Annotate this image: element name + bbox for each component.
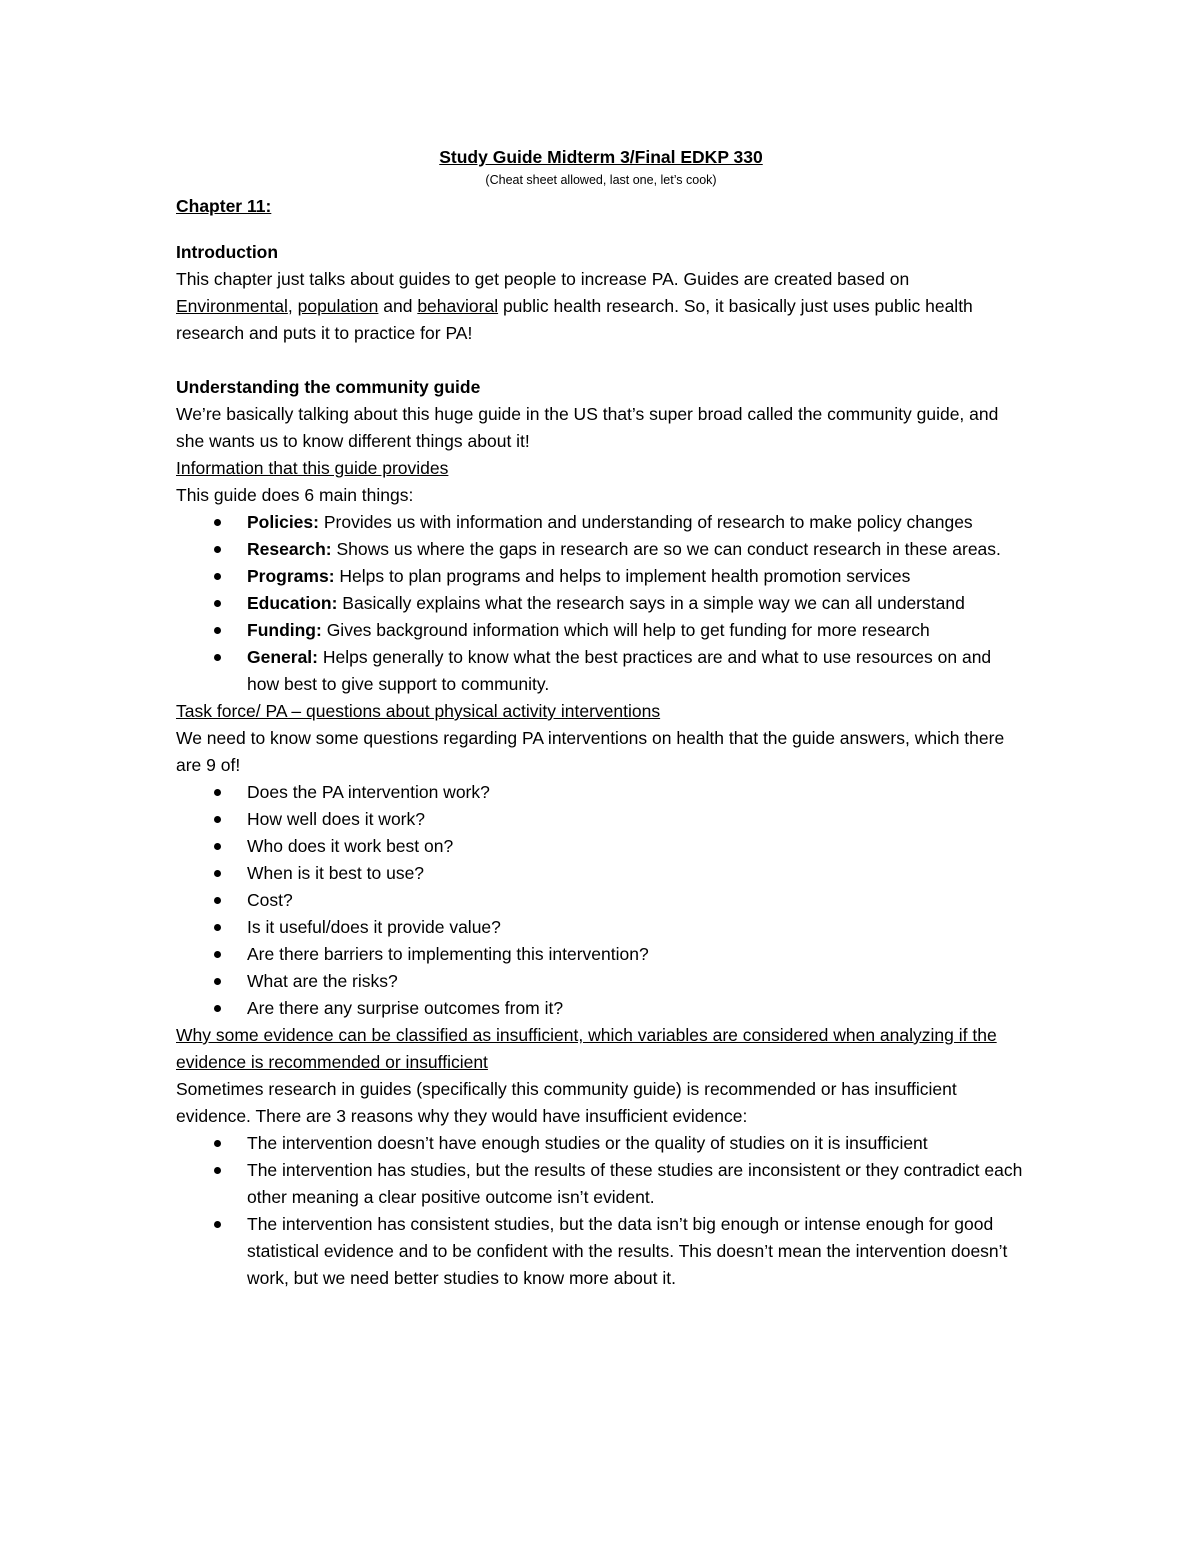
intro-text-before: This chapter just talks about guides to get people to increase PA. Guides are created based on — [176, 269, 910, 289]
document-title: Study Guide Midterm 3/Final EDKP 330 — [439, 147, 763, 167]
bullet-icon — [214, 654, 221, 661]
list-item — [176, 1130, 1026, 1157]
info-list — [176, 509, 1026, 698]
document-page — [176, 144, 1026, 1292]
bullet-icon — [214, 573, 221, 580]
evidence-lead: Sometimes research in guides (specifically this community guide) is recommended or has insufficient evidence. There are 3 reasons why they would have insufficient evidence: — [176, 1079, 957, 1126]
item-term: Funding: — [247, 620, 322, 640]
intro-heading: Introduction — [176, 242, 279, 262]
intro-term-environmental: Environmental — [176, 296, 288, 316]
list-item — [176, 995, 1026, 1022]
bullet-icon — [214, 1005, 221, 1012]
bullet-icon — [214, 843, 221, 850]
evidence-list — [176, 1130, 1026, 1292]
document-subtitle: (Cheat sheet allowed, last one, let’s cook) — [485, 173, 717, 187]
item-term: General: — [247, 647, 318, 667]
list-item — [176, 509, 1026, 536]
item-text: Shows us where the gaps in research are so we can conduct research in these areas. — [331, 539, 1001, 559]
item-text: Are there barriers to implementing this intervention? — [247, 944, 649, 964]
item-text: Who does it work best on? — [247, 836, 454, 856]
chapter-heading: Chapter 11: — [176, 196, 272, 216]
community-paragraph: We’re basically talking about this huge guide in the US that’s super broad called the community guide, and she wants us to know different things about it! — [176, 404, 999, 451]
item-text: Does the PA intervention work? — [247, 782, 490, 802]
item-text: Basically explains what the research says in a simple way we can all understand — [337, 593, 965, 613]
item-text: Provides us with information and understanding of research to make policy changes — [318, 512, 973, 532]
bullet-icon — [214, 951, 221, 958]
intro-term-population: population — [297, 296, 379, 316]
list-item — [176, 860, 1026, 887]
item-text: What are the risks? — [247, 971, 398, 991]
bullet-icon — [214, 816, 221, 823]
list-item — [176, 563, 1026, 590]
list-item — [176, 887, 1026, 914]
bullet-icon — [214, 627, 221, 634]
intro-sep-2: and — [378, 296, 418, 316]
bullet-icon — [214, 546, 221, 553]
intro-sep-1: , — [287, 296, 298, 316]
list-item — [176, 968, 1026, 995]
list-item — [176, 833, 1026, 860]
intro-paragraph — [176, 266, 1026, 347]
list-item — [176, 779, 1026, 806]
bullet-icon — [214, 600, 221, 607]
bullet-icon — [214, 789, 221, 796]
list-item — [176, 536, 1026, 563]
list-item — [176, 806, 1026, 833]
info-lead: This guide does 6 main things: — [176, 485, 414, 505]
community-heading: Understanding the community guide — [176, 377, 481, 397]
bullet-icon — [214, 519, 221, 526]
item-text: The intervention has consistent studies, but the data isn’t big enough or intense enough for good statistical evidence and to be confident with the results. This doesn’t mean the intervention doesn’t work, but we need better studies to know more about it. — [247, 1214, 1008, 1288]
taskforce-subheading: Task force/ PA – questions about physical activity interventions — [176, 701, 661, 721]
item-text: The intervention doesn’t have enough studies or the quality of studies on it is insufficient — [247, 1133, 928, 1153]
list-item — [176, 914, 1026, 941]
bullet-icon — [214, 870, 221, 877]
bullet-icon — [214, 897, 221, 904]
item-text: Helps to plan programs and helps to implement health promotion services — [334, 566, 911, 586]
section-spacer — [176, 347, 1026, 374]
item-text: Are there any surprise outcomes from it? — [247, 998, 564, 1018]
info-subheading: Information that this guide provides — [176, 458, 449, 478]
intro-text-after: public health research. So, it basically just uses public health research and puts it to practice for PA! — [176, 296, 973, 343]
item-text: The intervention has studies, but the results of these studies are inconsistent or they contradict each other meaning a clear positive outcome isn’t evident. — [247, 1160, 1023, 1207]
taskforce-list — [176, 779, 1026, 1022]
bullet-icon — [214, 924, 221, 931]
item-text: Is it useful/does it provide value? — [247, 917, 501, 937]
list-item — [176, 590, 1026, 617]
bullet-icon — [214, 978, 221, 985]
item-term: Education: — [247, 593, 338, 613]
item-term: Policies: — [247, 512, 319, 532]
item-text: Helps generally to know what the best practices are and what to use resources on and how best to give support to community. — [247, 647, 992, 694]
item-text: Cost? — [247, 890, 293, 910]
item-term: Programs: — [247, 566, 335, 586]
bullet-icon — [214, 1221, 221, 1228]
item-text: How well does it work? — [247, 809, 425, 829]
list-item — [176, 941, 1026, 968]
item-text: When is it best to use? — [247, 863, 425, 883]
intro-term-behavioral: behavioral — [417, 296, 499, 316]
item-text: Gives background information which will help to get funding for more research — [321, 620, 930, 640]
list-item — [176, 1211, 1026, 1292]
item-term: Research: — [247, 539, 332, 559]
list-item — [176, 644, 1026, 698]
list-item — [176, 1157, 1026, 1211]
taskforce-lead: We need to know some questions regarding PA interventions on health that the guide answers, which there are 9 of! — [176, 728, 1005, 775]
evidence-subheading: Why some evidence can be classified as insufficient, which variables are considered when analyzing if the evidence is recommended or insufficient — [176, 1025, 997, 1072]
bullet-icon — [214, 1140, 221, 1147]
bullet-icon — [214, 1167, 221, 1174]
list-item — [176, 617, 1026, 644]
